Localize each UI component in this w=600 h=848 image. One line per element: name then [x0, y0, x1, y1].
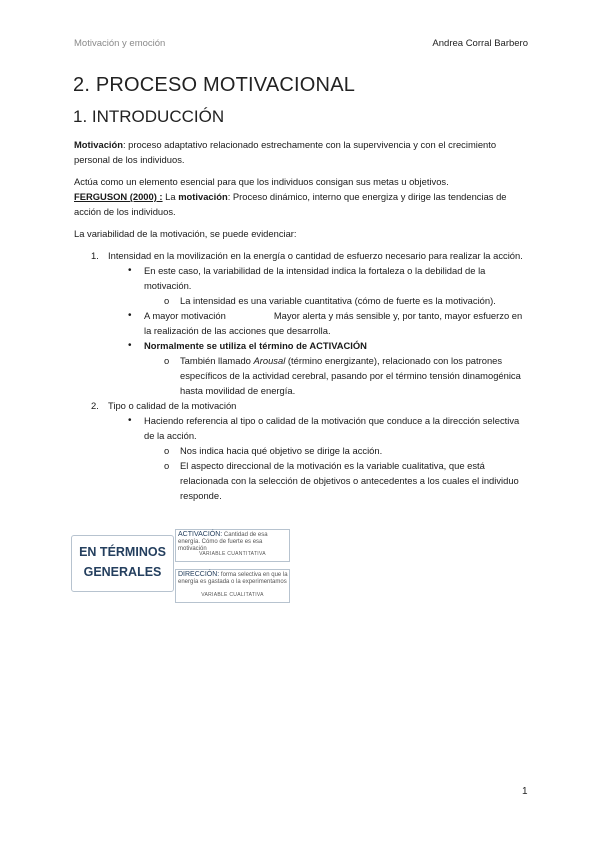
direction-title: DIRECCIÓN: — [178, 571, 220, 578]
list-item-text: La intensidad es una variable cuantitativa (cómo de fuerte es la motivación). — [180, 295, 496, 306]
list-item — [74, 293, 530, 308]
list-number: 2. — [91, 400, 99, 411]
list-item-text: Normalmente se utiliza el término de ACTIVACIÓN — [144, 340, 367, 351]
list-item-text: Haciendo referencia al tipo o calidad de la motivación que conduce a la dirección selectiva de la acción. — [144, 415, 520, 441]
term-motivacion: Motivación — [74, 139, 123, 150]
bullet-icon: • — [128, 310, 132, 321]
list-item — [74, 353, 530, 398]
direction-text — [178, 571, 289, 586]
list-item-text: Intensidad en la movilización en la energía o cantidad de esfuerzo necesario para realizar la acción. — [108, 250, 523, 261]
list-item — [74, 248, 530, 263]
diagram-main-label: GENERALES — [83, 565, 162, 579]
activation-sub: VARIABLE CUANTITATIVA — [199, 551, 266, 557]
section-heading: 1. INTRODUCCIÓN — [73, 107, 225, 126]
list-item — [74, 413, 530, 443]
list-item-text: En este caso, la variabilidad de la intensidad indica la fortaleza o la debilidad de la motivación. — [144, 265, 486, 291]
diagram-main-box — [71, 535, 174, 592]
bullet-icon: o — [164, 445, 170, 456]
diagram-activation-box — [175, 529, 290, 562]
definition-text-2: : Proceso dinámico, interno que energiza y dirige las tendencias de acción de los individuos. — [74, 191, 507, 217]
term-arousal: Arousal — [253, 355, 286, 366]
diagram-direction-box — [175, 569, 290, 603]
list-number: 1. — [91, 250, 99, 261]
paragraph-ferguson — [74, 174, 530, 219]
list-item — [74, 458, 530, 503]
definition-text: : proceso adaptativo relacionado estrechamente con la supervivencia y con el crecimiento personal de los individuos. — [74, 139, 497, 165]
paragraph-variabilidad: La variabilidad de la motivación, se puede evidenciar: — [74, 228, 297, 239]
list-item — [74, 338, 530, 353]
page-number: 1 — [522, 786, 528, 797]
list-item-text: Nos indica hacia qué objetivo se dirige la acción. — [180, 445, 383, 456]
paragraph-motivacion — [74, 137, 530, 167]
bullet-icon: o — [164, 355, 170, 366]
direction-desc: forma selectiva en que la energía es gastada o la experimentamos — [178, 572, 288, 585]
term-motivacion-2: motivación — [178, 191, 228, 202]
page-title: 2. PROCESO MOTIVACIONAL — [73, 74, 356, 96]
bullet-icon: • — [128, 340, 132, 351]
connector-text: La — [162, 191, 179, 202]
diagram-main-label: EN TÉRMINOS — [79, 545, 166, 559]
list-item-text: Mayor alerta y más sensible y, por tanto, mayor esfuerzo en la realización de las acciones que desarrolla. — [144, 310, 523, 336]
header-author: Andrea Corral Barbero — [432, 38, 528, 49]
header-subject: Motivación y emoción — [74, 38, 166, 49]
list-item-text: El aspecto direccional de la motivación es la variable cualitativa, que está relacionada con la selección de objetivos o antecedentes a los cuales el individuo responde. — [180, 460, 519, 501]
bullet-icon: o — [164, 460, 170, 471]
activation-text — [178, 531, 289, 553]
citation-ferguson: FERGUSON (2000) : — [74, 191, 163, 202]
bullet-icon: • — [128, 265, 132, 276]
bullet-icon: • — [128, 415, 132, 426]
list-item — [74, 443, 530, 458]
list-item — [74, 398, 530, 413]
body-content — [74, 137, 530, 503]
list-item — [74, 308, 530, 338]
list-item-pre: También llamado — [180, 355, 254, 366]
direction-sub: VARIABLE CUALITATIVA — [201, 592, 264, 598]
list-item-text: (término energizante), relacionado con los patrones específicos de la actividad cerebral, pasando por el término tensión dinamogénica hasta movilidad de energía. — [180, 355, 521, 396]
activation-desc: Cantidad de esa energía. Cómo de fuerte es esa motivación — [178, 532, 268, 552]
list-item — [74, 263, 530, 293]
paragraph-line: Actúa como un elemento esencial para que los individuos consigan sus metas u objetivos. — [74, 176, 449, 187]
activation-title: ACTIVACIÓN: — [178, 531, 223, 538]
bullet-icon: o — [164, 295, 170, 306]
list-item-pre: A mayor motivación — [144, 310, 226, 321]
list-item-text: Tipo o calidad de la motivación — [108, 400, 237, 411]
concept-diagram — [71, 529, 289, 601]
